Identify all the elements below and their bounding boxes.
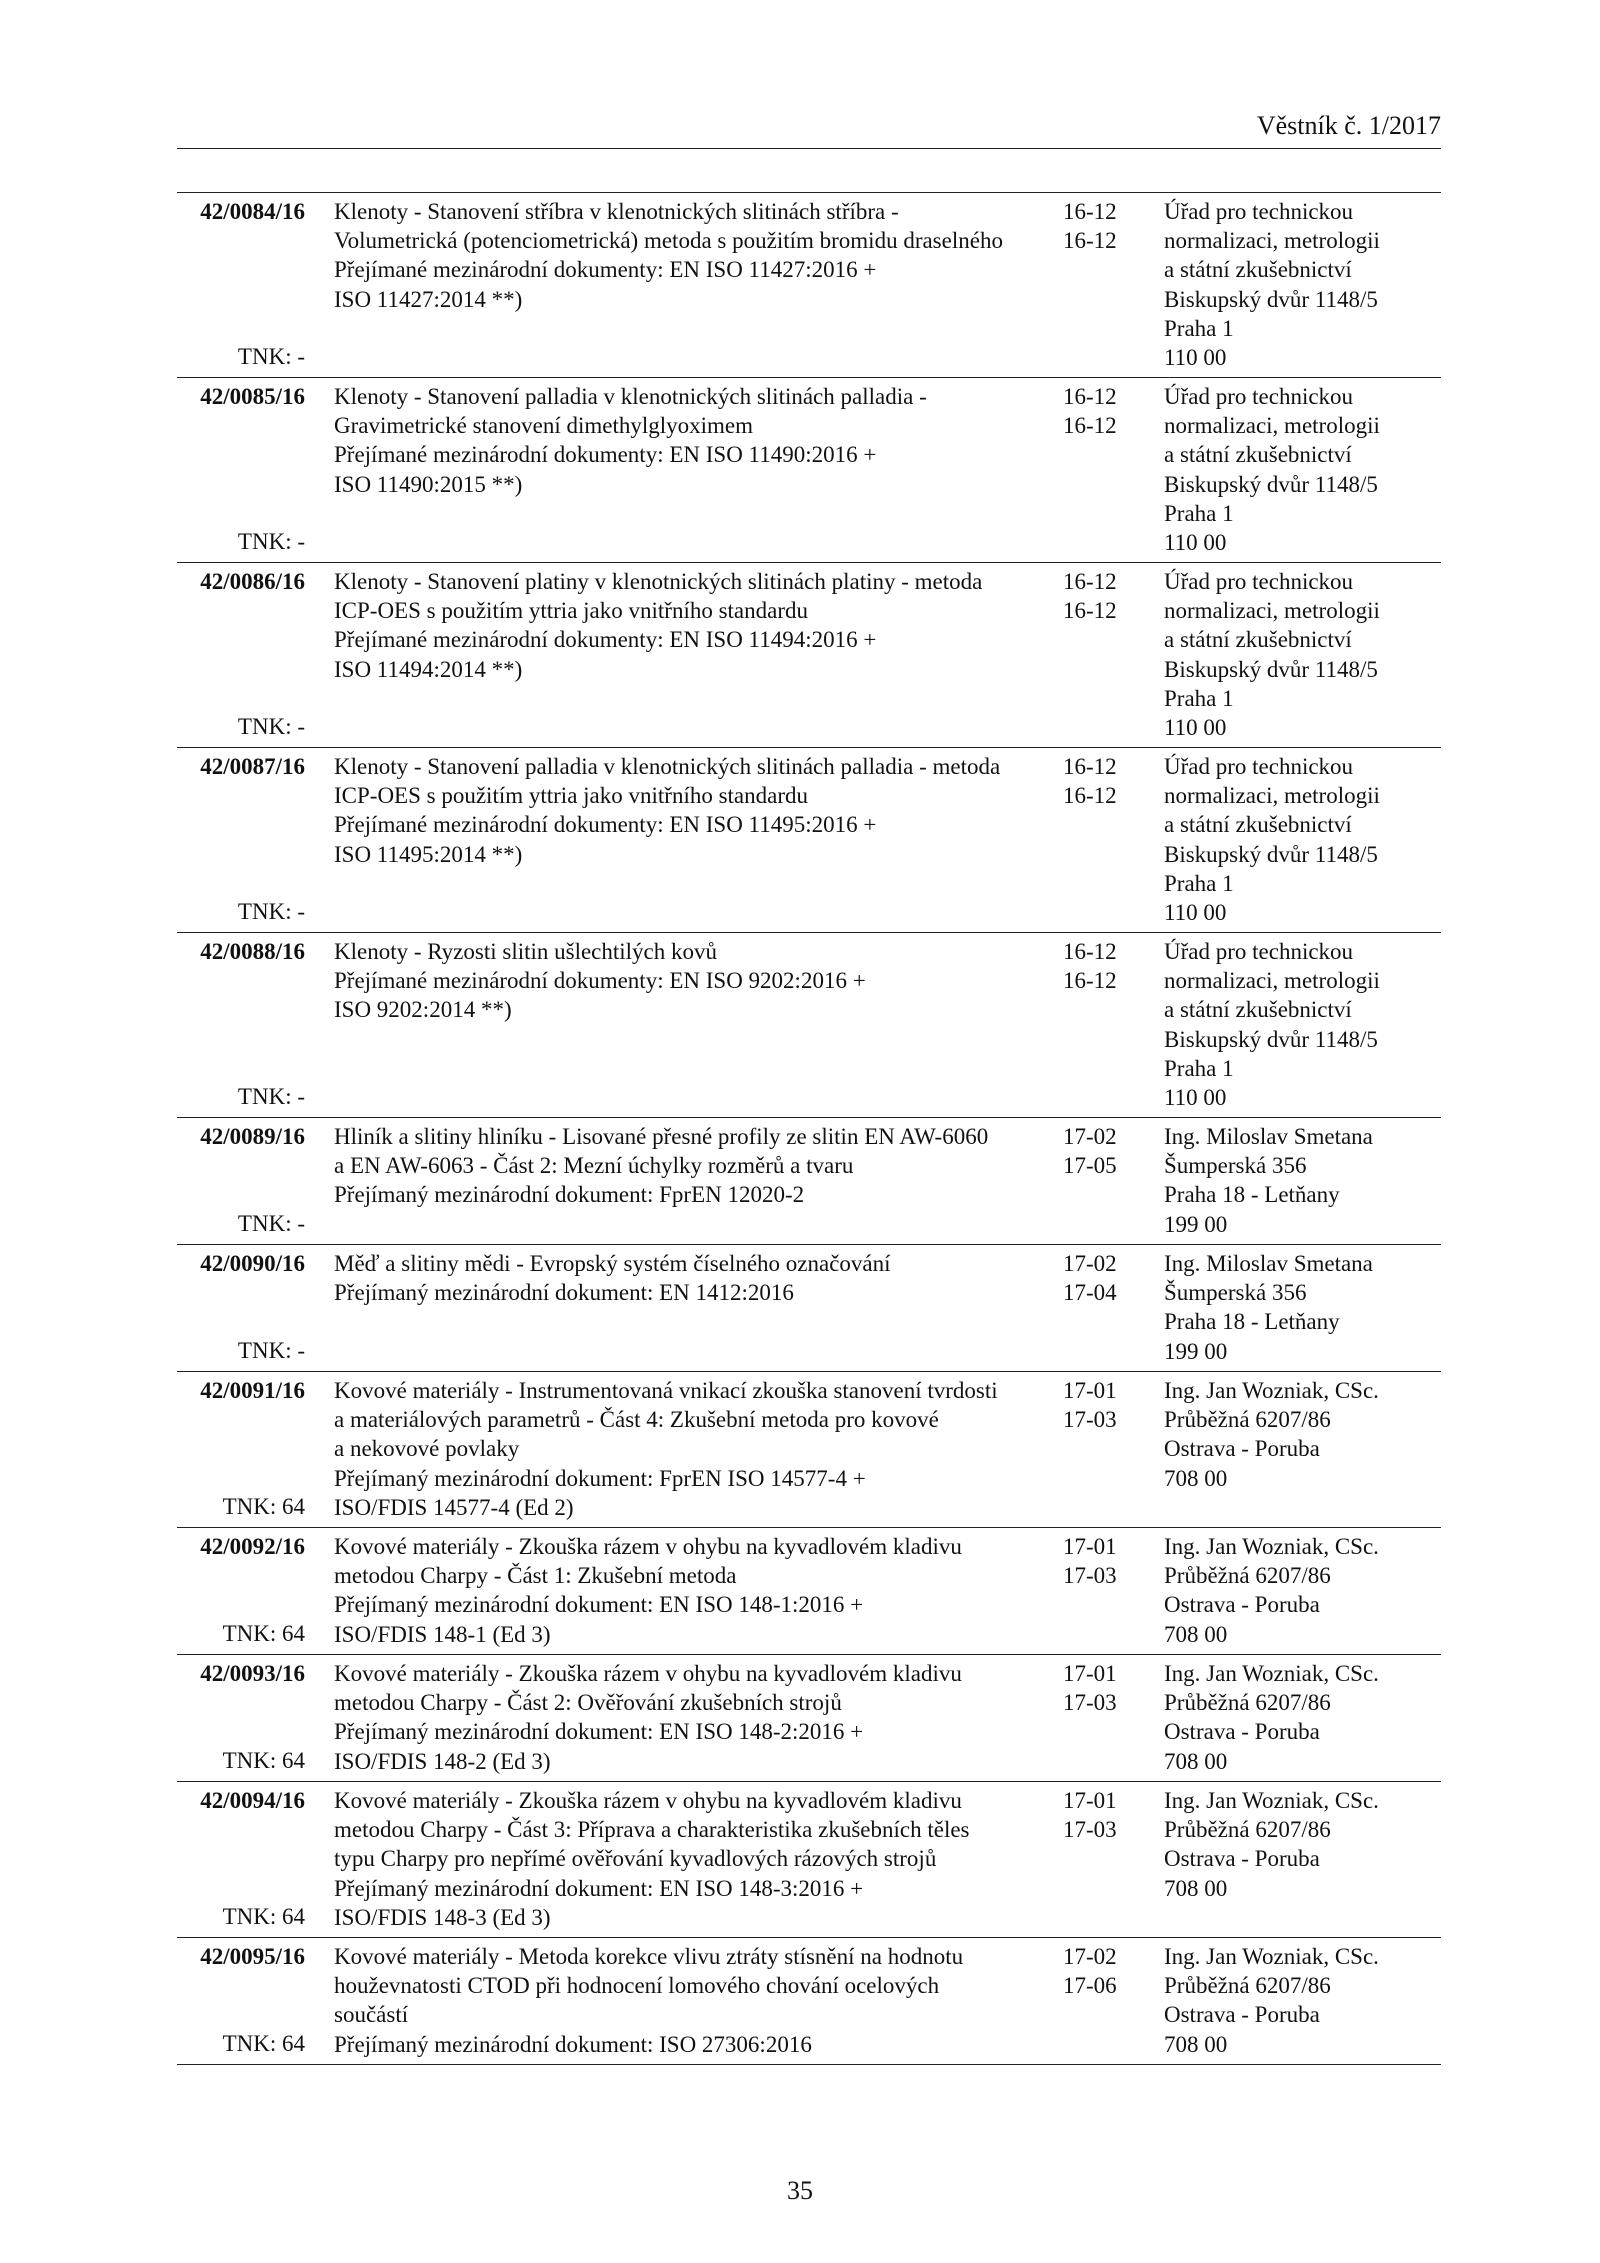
standard-description [334, 567, 1034, 684]
contact-line: Praha 1 [1164, 1055, 1234, 1081]
description-line: Hliník a slitiny hliníku - Lisované přesné profily ze slitin EN AW-6060 [334, 1124, 989, 1149]
standard-description [334, 937, 1034, 1025]
row-identifier [177, 1786, 305, 1933]
description-line: metodou Charpy - Část 1: Zkušební metoda [334, 1563, 737, 1589]
standard-description [334, 1376, 1034, 1522]
contact-line: Ing. Miloslav Smetana [1164, 1251, 1373, 1276]
table-row [177, 1938, 1441, 2065]
date-value: 17-04 [1063, 1280, 1117, 1306]
processor-contact [1164, 752, 1444, 927]
description-line: Přejímané mezinárodní dokumenty: EN ISO 11490:2016 + [334, 442, 877, 468]
description-line: Přejímaný mezinárodní dokument: ISO 27306:2016 [334, 2031, 812, 2057]
contact-line: 110 00 [1164, 1085, 1227, 1111]
processor-contact [1164, 1249, 1444, 1366]
description-line: Kovové materiály - Instrumentovaná vnikací zkouška stanovení tvrdosti [334, 1378, 998, 1403]
contact-line: Úřad pro technickou [1164, 199, 1354, 224]
task-number: 42/0087/16 [200, 754, 305, 779]
description-line: Přejímané mezinárodní dokumenty: EN ISO 11495:2016 + [334, 812, 877, 838]
contact-line: Biskupský dvůr 1148/5 [1164, 286, 1378, 312]
date-value: 16-12 [1063, 228, 1117, 254]
date-value: 17-01 [1063, 1661, 1117, 1686]
contact-line: normalizaci, metrologii [1164, 413, 1380, 439]
bulletin-title: Věstník č. 1/2017 [1256, 111, 1441, 140]
description-line: Přejímaný mezinárodní dokument: FprEN ISO 14577-4 + [334, 1465, 866, 1491]
description-line: metodou Charpy - Část 3: Příprava a charakteristika zkušebních těles [334, 1817, 970, 1843]
contact-line: Úřad pro technickou [1164, 754, 1354, 779]
contact-line: Průběžná 6207/86 [1164, 1407, 1331, 1433]
processor-contact [1164, 197, 1444, 372]
contact-line: Biskupský dvůr 1148/5 [1164, 656, 1378, 682]
contact-line: 110 00 [1164, 900, 1227, 926]
date-value: 17-05 [1063, 1153, 1117, 1179]
page-number: 35 [787, 2176, 813, 2205]
dates-column [1063, 752, 1153, 810]
row-identifier [177, 382, 305, 558]
description-line: Přejímaný mezinárodní dokument: EN 1412:2016 [334, 1280, 794, 1306]
processor-contact [1164, 1659, 1444, 1776]
contact-line: Praha 1 [1164, 500, 1234, 526]
contact-line: Šumperská 356 [1164, 1153, 1307, 1179]
task-number: 42/0095/16 [200, 1944, 305, 1969]
description-line: Kovové materiály - Metoda korekce vlivu ztráty stísnění na hodnotu [334, 1944, 964, 1969]
table-row [177, 1118, 1441, 1245]
contact-line: Biskupský dvůr 1148/5 [1164, 1026, 1378, 1052]
description-line: Gravimetrické stanovení dimethylglyoximem [334, 413, 754, 439]
description-line: ICP-OES s použitím yttria jako vnitřního standardu [334, 598, 809, 624]
contact-line: a státní zkušebnictví [1164, 812, 1352, 838]
tnk-number: TNK: - [237, 1083, 305, 1109]
contact-line: normalizaci, metrologii [1164, 968, 1380, 994]
date-value: 16-12 [1063, 569, 1117, 594]
processor-contact [1164, 1942, 1444, 2059]
tnk-number: TNK: - [237, 1210, 305, 1236]
dates-column [1063, 1376, 1153, 1434]
date-value: 16-12 [1063, 783, 1117, 809]
description-line: ISO/FDIS 148-3 (Ed 3) [334, 1904, 551, 1930]
tnk-number: TNK: - [237, 343, 305, 369]
row-identifier [177, 1376, 305, 1523]
standard-description [334, 1249, 1034, 1307]
contact-line: Úřad pro technickou [1164, 384, 1354, 409]
table-row [177, 563, 1441, 748]
description-line: houževnatosti CTOD při hodnocení lomového chování ocelových [334, 1973, 940, 1999]
contact-line: 708 00 [1164, 2031, 1228, 2057]
date-value: 17-02 [1063, 1944, 1117, 1969]
contact-line: Ostrava - Poruba [1164, 1719, 1320, 1745]
dates-column [1063, 197, 1153, 255]
dates-column [1063, 1942, 1153, 2000]
task-number: 42/0090/16 [200, 1251, 305, 1276]
table-row [177, 193, 1441, 378]
processor-contact [1164, 1122, 1444, 1239]
description-line: a materiálových parametrů - Část 4: Zkušební metoda pro kovové [334, 1407, 939, 1433]
table-row [177, 1372, 1441, 1528]
description-line: Přejímané mezinárodní dokumenty: EN ISO 11427:2016 + [334, 257, 877, 283]
dates-column [1063, 567, 1153, 625]
description-line: a EN AW-6063 - Část 2: Mezní úchylky rozměrů a tvaru [334, 1153, 854, 1179]
date-value: 16-12 [1063, 939, 1117, 964]
date-value: 16-12 [1063, 968, 1117, 994]
contact-line: Praha 1 [1164, 315, 1234, 341]
contact-line: Biskupský dvůr 1148/5 [1164, 471, 1378, 497]
description-line: Klenoty - Stanovení platiny v klenotnických slitinách platiny - metoda [334, 569, 983, 594]
processor-contact [1164, 937, 1444, 1112]
tnk-number: TNK: 64 [222, 2030, 305, 2056]
contact-line: Ing. Jan Wozniak, CSc. [1164, 1534, 1379, 1559]
description-line: Kovové materiály - Zkouška rázem v ohybu na kyvadlovém kladivu [334, 1534, 962, 1559]
table-row [177, 378, 1441, 563]
dates-column [1063, 1122, 1153, 1180]
tnk-number: TNK: 64 [222, 1747, 305, 1773]
contact-line: Ostrava - Poruba [1164, 1436, 1320, 1462]
row-identifier [177, 1659, 305, 1777]
description-line: Klenoty - Stanovení palladia v klenotnických slitinách palladia - metoda [334, 754, 1001, 779]
table-row [177, 1528, 1441, 1655]
contact-line: 110 00 [1164, 530, 1227, 556]
contact-line: normalizaci, metrologii [1164, 783, 1380, 809]
contact-line: Úřad pro technickou [1164, 569, 1354, 594]
contact-line: Průběžná 6207/86 [1164, 1817, 1331, 1843]
contact-line: Ing. Jan Wozniak, CSc. [1164, 1378, 1379, 1403]
description-line: Přejímaný mezinárodní dokument: EN ISO 148-1:2016 + [334, 1592, 864, 1618]
contact-line: Praha 18 - Letňany [1164, 1182, 1340, 1208]
tnk-number: TNK: - [237, 1337, 305, 1363]
table-row [177, 748, 1441, 933]
contact-line: Průběžná 6207/86 [1164, 1973, 1331, 1999]
contact-line: Praha 18 - Letňany [1164, 1309, 1340, 1335]
table-row [177, 1782, 1441, 1938]
tnk-number: TNK: - [237, 528, 305, 554]
contact-line: Úřad pro technickou [1164, 939, 1354, 964]
contact-line: 199 00 [1164, 1211, 1228, 1237]
task-number: 42/0091/16 [200, 1378, 305, 1403]
dates-column [1063, 1532, 1153, 1590]
description-line: Přejímaný mezinárodní dokument: EN ISO 148-2:2016 + [334, 1719, 864, 1745]
task-number: 42/0092/16 [200, 1534, 305, 1559]
description-line: metodou Charpy - Část 2: Ověřování zkušebních strojů [334, 1690, 842, 1716]
standard-description [334, 382, 1034, 499]
processor-contact [1164, 382, 1444, 557]
description-line: Klenoty - Ryzosti slitin ušlechtilých kovů [334, 939, 718, 964]
standard-description [334, 1786, 1034, 1932]
standards-table [177, 192, 1441, 2065]
row-identifier [177, 1532, 305, 1650]
description-line: ISO 11427:2014 **) [334, 286, 523, 312]
description-line: Kovové materiály - Zkouška rázem v ohybu na kyvadlovém kladivu [334, 1788, 962, 1813]
contact-line: Průběžná 6207/86 [1164, 1563, 1331, 1589]
row-identifier [177, 197, 305, 373]
tnk-number: TNK: 64 [222, 1620, 305, 1646]
description-line: ISO 11495:2014 **) [334, 841, 523, 867]
table-row [177, 1655, 1441, 1782]
contact-line: normalizaci, metrologii [1164, 598, 1380, 624]
description-line: Přejímané mezinárodní dokumenty: EN ISO 9202:2016 + [334, 968, 866, 994]
task-number: 42/0085/16 [200, 384, 305, 409]
task-number: 42/0086/16 [200, 569, 305, 594]
contact-line: Ostrava - Poruba [1164, 2002, 1320, 2028]
contact-line: Průběžná 6207/86 [1164, 1690, 1331, 1716]
date-value: 17-03 [1063, 1563, 1117, 1589]
contact-line: 110 00 [1164, 715, 1227, 741]
dates-column [1063, 1659, 1153, 1717]
contact-line: Praha 1 [1164, 685, 1234, 711]
contact-line: Ing. Jan Wozniak, CSc. [1164, 1661, 1379, 1686]
description-line: součástí [334, 2002, 409, 2028]
description-line: ISO 11494:2014 **) [334, 656, 523, 682]
date-value: 17-03 [1063, 1407, 1117, 1433]
contact-line: a státní zkušebnictví [1164, 442, 1352, 468]
contact-line: Ostrava - Poruba [1164, 1592, 1320, 1618]
standard-description [334, 1122, 1034, 1210]
task-number: 42/0089/16 [200, 1124, 305, 1149]
description-line: Volumetrická (potenciometrická) metoda s použitím bromidu draselného [334, 228, 1003, 254]
contact-line: Ostrava - Poruba [1164, 1846, 1320, 1872]
processor-contact [1164, 1532, 1444, 1649]
date-value: 16-12 [1063, 413, 1117, 439]
contact-line: 708 00 [1164, 1875, 1228, 1901]
standard-description [334, 197, 1034, 314]
description-line: ISO 9202:2014 **) [334, 997, 512, 1023]
date-value: 17-02 [1063, 1124, 1117, 1149]
dates-column [1063, 1786, 1153, 1844]
contact-line: a státní zkušebnictví [1164, 997, 1352, 1023]
contact-line: a státní zkušebnictví [1164, 627, 1352, 653]
page-header [177, 110, 1441, 149]
date-value: 17-01 [1063, 1788, 1117, 1813]
contact-line: 199 00 [1164, 1338, 1228, 1364]
standard-description [334, 1532, 1034, 1649]
contact-line: 110 00 [1164, 345, 1227, 371]
standard-description [334, 1942, 1034, 2059]
tnk-number: TNK: 64 [222, 1493, 305, 1519]
task-number: 42/0093/16 [200, 1661, 305, 1686]
processor-contact [1164, 1376, 1444, 1493]
date-value: 17-01 [1063, 1534, 1117, 1559]
contact-line: a státní zkušebnictví [1164, 257, 1352, 283]
description-line: a nekovové povlaky [334, 1436, 520, 1462]
description-line: Klenoty - Stanovení palladia v klenotnických slitinách palladia - [334, 384, 927, 409]
contact-line: Ing. Miloslav Smetana [1164, 1124, 1373, 1149]
task-number: 42/0084/16 [200, 199, 305, 224]
task-number: 42/0094/16 [200, 1788, 305, 1813]
contact-line: Ing. Jan Wozniak, CSc. [1164, 1788, 1379, 1813]
processor-contact [1164, 567, 1444, 742]
description-line: Přejímaný mezinárodní dokument: EN ISO 148-3:2016 + [334, 1875, 864, 1901]
date-value: 16-12 [1063, 384, 1117, 409]
row-identifier [177, 1122, 305, 1240]
description-line: Měď a slitiny mědi - Evropský systém číselného označování [334, 1251, 891, 1276]
description-line: ICP-OES s použitím yttria jako vnitřního standardu [334, 783, 809, 809]
row-identifier [177, 1942, 305, 2060]
contact-line: Biskupský dvůr 1148/5 [1164, 841, 1378, 867]
contact-line: 708 00 [1164, 1465, 1228, 1491]
contact-line: 708 00 [1164, 1621, 1228, 1647]
contact-line: 708 00 [1164, 1748, 1228, 1774]
description-line: typu Charpy pro nepřímé ověřování kyvadlových rázových strojů [334, 1846, 937, 1872]
dates-column [1063, 1249, 1153, 1307]
description-line: Přejímané mezinárodní dokumenty: EN ISO 11494:2016 + [334, 627, 877, 653]
date-value: 16-12 [1063, 598, 1117, 624]
row-identifier [177, 937, 305, 1113]
description-line: Klenoty - Stanovení stříbra v klenotnických slitinách stříbra - [334, 199, 899, 224]
row-identifier [177, 1249, 305, 1367]
date-value: 17-03 [1063, 1690, 1117, 1716]
tnk-number: TNK: - [237, 713, 305, 739]
description-line: Přejímaný mezinárodní dokument: FprEN 12020-2 [334, 1182, 805, 1208]
description-line: ISO/FDIS 148-1 (Ed 3) [334, 1621, 551, 1647]
description-line: Kovové materiály - Zkouška rázem v ohybu na kyvadlovém kladivu [334, 1661, 962, 1686]
contact-line: Praha 1 [1164, 870, 1234, 896]
description-line: ISO 11490:2015 **) [334, 471, 523, 497]
contact-line: normalizaci, metrologii [1164, 228, 1380, 254]
date-value: 17-01 [1063, 1378, 1117, 1403]
date-value: 17-06 [1063, 1973, 1117, 1999]
row-identifier [177, 567, 305, 743]
table-row [177, 1245, 1441, 1372]
tnk-number: TNK: 64 [222, 1903, 305, 1929]
row-identifier [177, 752, 305, 928]
date-value: 16-12 [1063, 199, 1117, 224]
contact-line: Šumperská 356 [1164, 1280, 1307, 1306]
date-value: 17-03 [1063, 1817, 1117, 1843]
date-value: 16-12 [1063, 754, 1117, 779]
dates-column [1063, 937, 1153, 995]
table-row [177, 933, 1441, 1118]
standard-description [334, 752, 1034, 869]
date-value: 17-02 [1063, 1251, 1117, 1276]
standard-description [334, 1659, 1034, 1776]
description-line: ISO/FDIS 14577-4 (Ed 2) [334, 1494, 574, 1520]
dates-column [1063, 382, 1153, 440]
description-line: ISO/FDIS 148-2 (Ed 3) [334, 1748, 551, 1774]
processor-contact [1164, 1786, 1444, 1903]
contact-line: Ing. Jan Wozniak, CSc. [1164, 1944, 1379, 1969]
task-number: 42/0088/16 [200, 939, 305, 964]
tnk-number: TNK: - [237, 898, 305, 924]
